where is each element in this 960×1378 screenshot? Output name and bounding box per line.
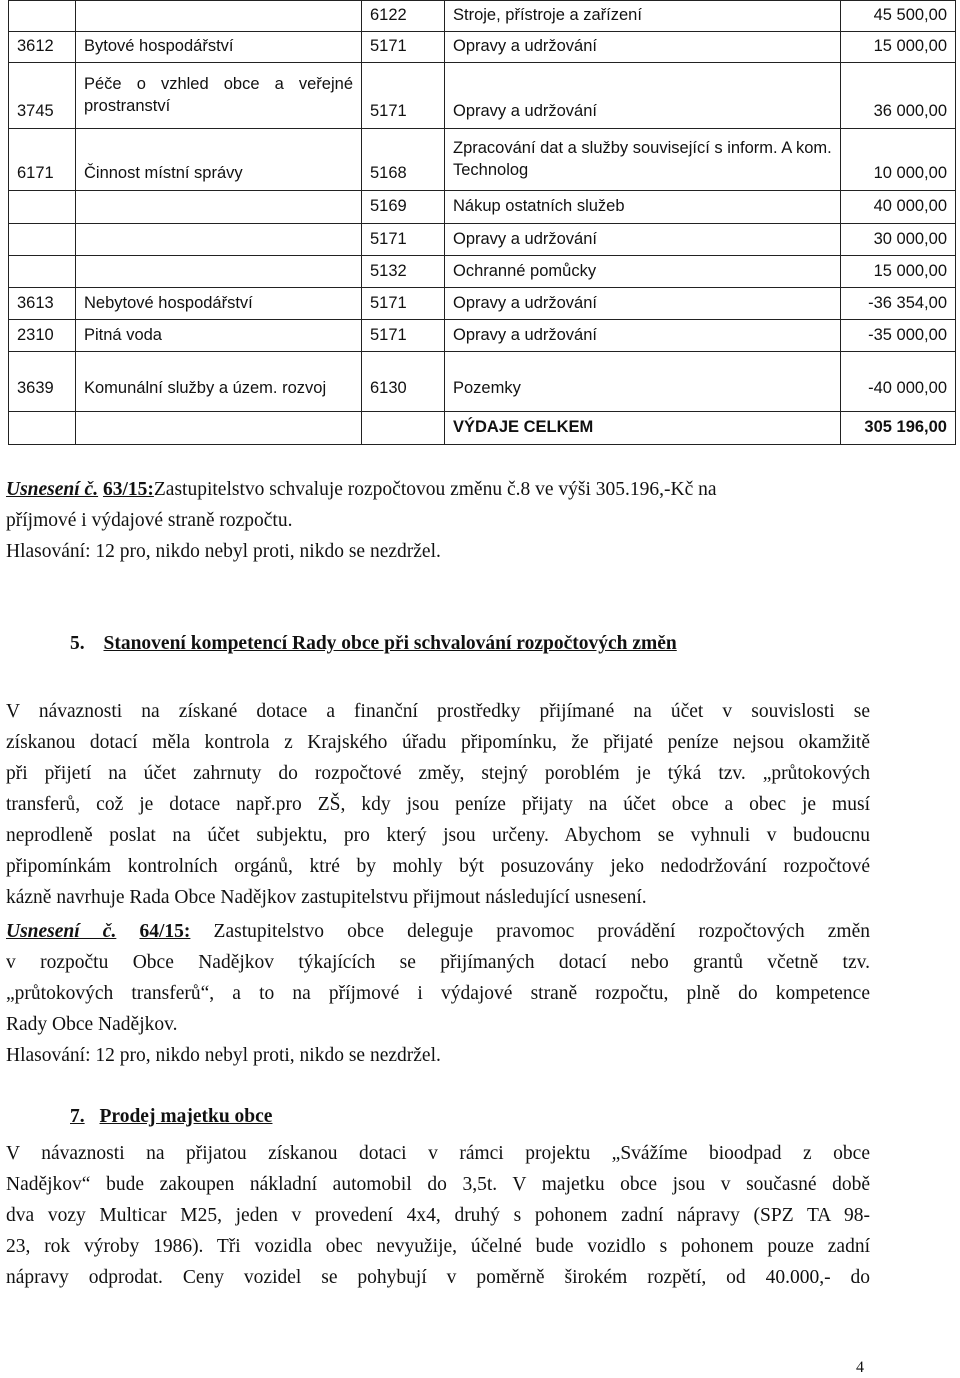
cell-par: 2310 (9, 320, 76, 352)
cell-par-name: Péče o vzhled obce a veřejné prostranství (76, 63, 362, 129)
resolution-number: 64/15: (139, 921, 191, 942)
paragraph-line: V návaznosti na získané dotace a finanční prostředky přijímané na účet v souvislosti se (6, 701, 870, 722)
table-row (9, 129, 956, 191)
table-row (9, 224, 956, 256)
cell-par-name: Činnost místní správy (76, 129, 362, 191)
cell-amount: 30 000,00 (841, 224, 956, 256)
paragraph-line: Rady Obce Nadějkov. (6, 1014, 178, 1035)
section-number: 7. (70, 1106, 85, 1127)
cell-pol: 5171 (362, 63, 445, 129)
cell-pol: 5171 (362, 224, 445, 256)
cell-pol: 5171 (362, 288, 445, 320)
resolution-label: Usnesení č. (6, 921, 117, 942)
cell-par (9, 191, 76, 224)
cell-amount: 40 000,00 (841, 191, 956, 224)
vote-result: Hlasování: 12 pro, nikdo nebyl proti, nikdo se nezdržel. (6, 1045, 441, 1066)
cell-amount: 10 000,00 (841, 129, 956, 191)
resolution-63-line2: příjmové i výdajové straně rozpočtu. (6, 510, 293, 531)
paragraph-line: dva vozy Multicar M25, jeden v provedení 4x4, druhý s pohonem zadní nápravy (SPZ TA 98- (6, 1205, 870, 1226)
section-5-paragraph (6, 696, 870, 913)
cell-amount: -35 000,00 (841, 320, 956, 352)
total-label: VÝDAJE CELKEM (445, 412, 841, 445)
cell-par: 3639 (9, 352, 76, 412)
table-row (9, 1, 956, 32)
table-row (9, 32, 956, 63)
cell-pol-name: Opravy a udržování (445, 63, 841, 129)
cell-par: 3612 (9, 32, 76, 63)
cell-pol-name: Stroje, přístroje a zařízení (445, 1, 841, 32)
section-7-heading (70, 1106, 272, 1128)
paragraph-line: V návaznosti na přijatou získanou dotaci v rámci projektu „Svážíme bioodpad z obce (6, 1143, 870, 1164)
cell-par: 3745 (9, 63, 76, 129)
paragraph-line: připomínkám kontrolních orgánů, ktré by mohly být posuzovány jeko nedodržování rozpočtové (6, 856, 870, 877)
paragraph-line: 23, rok výroby 1986). Tři vozidla obec nevyužije, účelné bude vozidlo s pohonem pouze zadní (6, 1236, 870, 1257)
cell-par (9, 256, 76, 288)
resolution-text: Zastupitelstvo schvaluje rozpočtovou změnu č.8 ve výši 305.196,-Kč na (153, 479, 717, 500)
cell-pol: 5171 (362, 320, 445, 352)
resolution-64-line1 (6, 916, 870, 947)
page-number: 4 (856, 1359, 864, 1376)
cell-pol-name: Ochranné pomůcky (445, 256, 841, 288)
section-number: 5. (70, 633, 85, 654)
paragraph-line: „průtokových transferů“, a to na příjmové i výdajové straně rozpočtu, plně do kompetence (6, 983, 870, 1004)
resolution-64 (6, 916, 870, 1071)
cell-pol: 6130 (362, 352, 445, 412)
cell-par: 6171 (9, 129, 76, 191)
cell-pol: 5169 (362, 191, 445, 224)
cell-pol-name: Opravy a udržování (445, 224, 841, 256)
cell-par (9, 1, 76, 32)
table-row (9, 288, 956, 320)
paragraph-line: v rozpočtu Obce Nadějkov týkajících se přijímaných dotací nebo grantů včetně tzv. (6, 952, 870, 973)
paragraph-line: Nadějkov“ bude zakoupen nákladní automobil do 3,5t. V majetku obce jsou v současné době (6, 1174, 870, 1195)
paragraph-line: při přijetí na účet zahrnuty do rozpočtové změy, stejný poroblém je týká tzv. „průtokových (6, 763, 870, 784)
paragraph-line: nápravy odprodat. Ceny vozidel se pohybují v poměrně širokém rozpětí, od 40.000,- do (6, 1267, 870, 1288)
paragraph-line: transferů, což je dotace např.pro ZŠ, kdy jsou peníze přijaty na účet obce a obec je musí (6, 794, 870, 815)
cell-amount: -40 000,00 (841, 352, 956, 412)
cell-par-name: Bytové hospodářství (76, 32, 362, 63)
cell-pol-name: Opravy a udržování (445, 320, 841, 352)
cell-pol: 6122 (362, 1, 445, 32)
cell-pol-name: Pozemky (445, 352, 841, 412)
cell-amount: 15 000,00 (841, 256, 956, 288)
section-5-heading (70, 633, 677, 655)
cell-pol: 5168 (362, 129, 445, 191)
table-row (9, 191, 956, 224)
cell-par (9, 224, 76, 256)
cell-pol: 5171 (362, 32, 445, 63)
resolution-63-line1 (6, 474, 870, 505)
section-title: Prodej majetku obce (99, 1106, 273, 1127)
cell-par-name (76, 191, 362, 224)
table-total-row (9, 412, 956, 445)
budget-table (8, 0, 956, 445)
table-row (9, 256, 956, 288)
table-row (9, 63, 956, 129)
cell-amount: -36 354,00 (841, 288, 956, 320)
cell-par-name (76, 224, 362, 256)
cell-pol-name: Opravy a udržování (445, 32, 841, 63)
resolution-63 (6, 474, 870, 567)
vote-result: Hlasování: 12 pro, nikdo nebyl proti, nikdo se nezdržel. (6, 541, 441, 562)
paragraph-line: získanou dotací měla kontrola z Krajského úřadu připomínku, že přijaté peníze nejsou okamžitě (6, 732, 870, 753)
table-row (9, 320, 956, 352)
cell-pol-name: Nákup ostatních služeb (445, 191, 841, 224)
section-7-paragraph (6, 1138, 870, 1293)
cell-par-name (76, 1, 362, 32)
cell-par-name: Komunální služby a územ. rozvoj (76, 352, 362, 412)
cell-amount: 36 000,00 (841, 63, 956, 129)
cell-par: 3613 (9, 288, 76, 320)
cell-par-name: Pitná voda (76, 320, 362, 352)
resolution-number: 63/15: (102, 479, 154, 500)
cell-amount: 45 500,00 (841, 1, 956, 32)
cell-pol: 5132 (362, 256, 445, 288)
resolution-text: Zastupitelstvo obce deleguje pravomoc provádění rozpočtových změn (213, 921, 870, 942)
cell-par-name (76, 256, 362, 288)
cell-pol-name: Zpracování dat a služby související s inform. A kom. Technolog (445, 129, 841, 191)
paragraph-line: kázně navrhuje Rada Obce Nadějkov zastupitelstvu přijmout následující usnesení. (6, 887, 647, 908)
cell-par-name: Nebytové hospodářství (76, 288, 362, 320)
table-row (9, 352, 956, 412)
cell-amount: 15 000,00 (841, 32, 956, 63)
total-amount: 305 196,00 (841, 412, 956, 445)
cell-pol-name: Opravy a udržování (445, 288, 841, 320)
section-title: Stanovení kompetencí Rady obce při schvalování rozpočtových změn (103, 633, 677, 654)
paragraph-line: neprodleně poslat na účet subjektu, pro který jsou určeny. Abychom se vyhnuli v budoucnu (6, 825, 870, 846)
resolution-label: Usnesení č. (6, 479, 99, 500)
